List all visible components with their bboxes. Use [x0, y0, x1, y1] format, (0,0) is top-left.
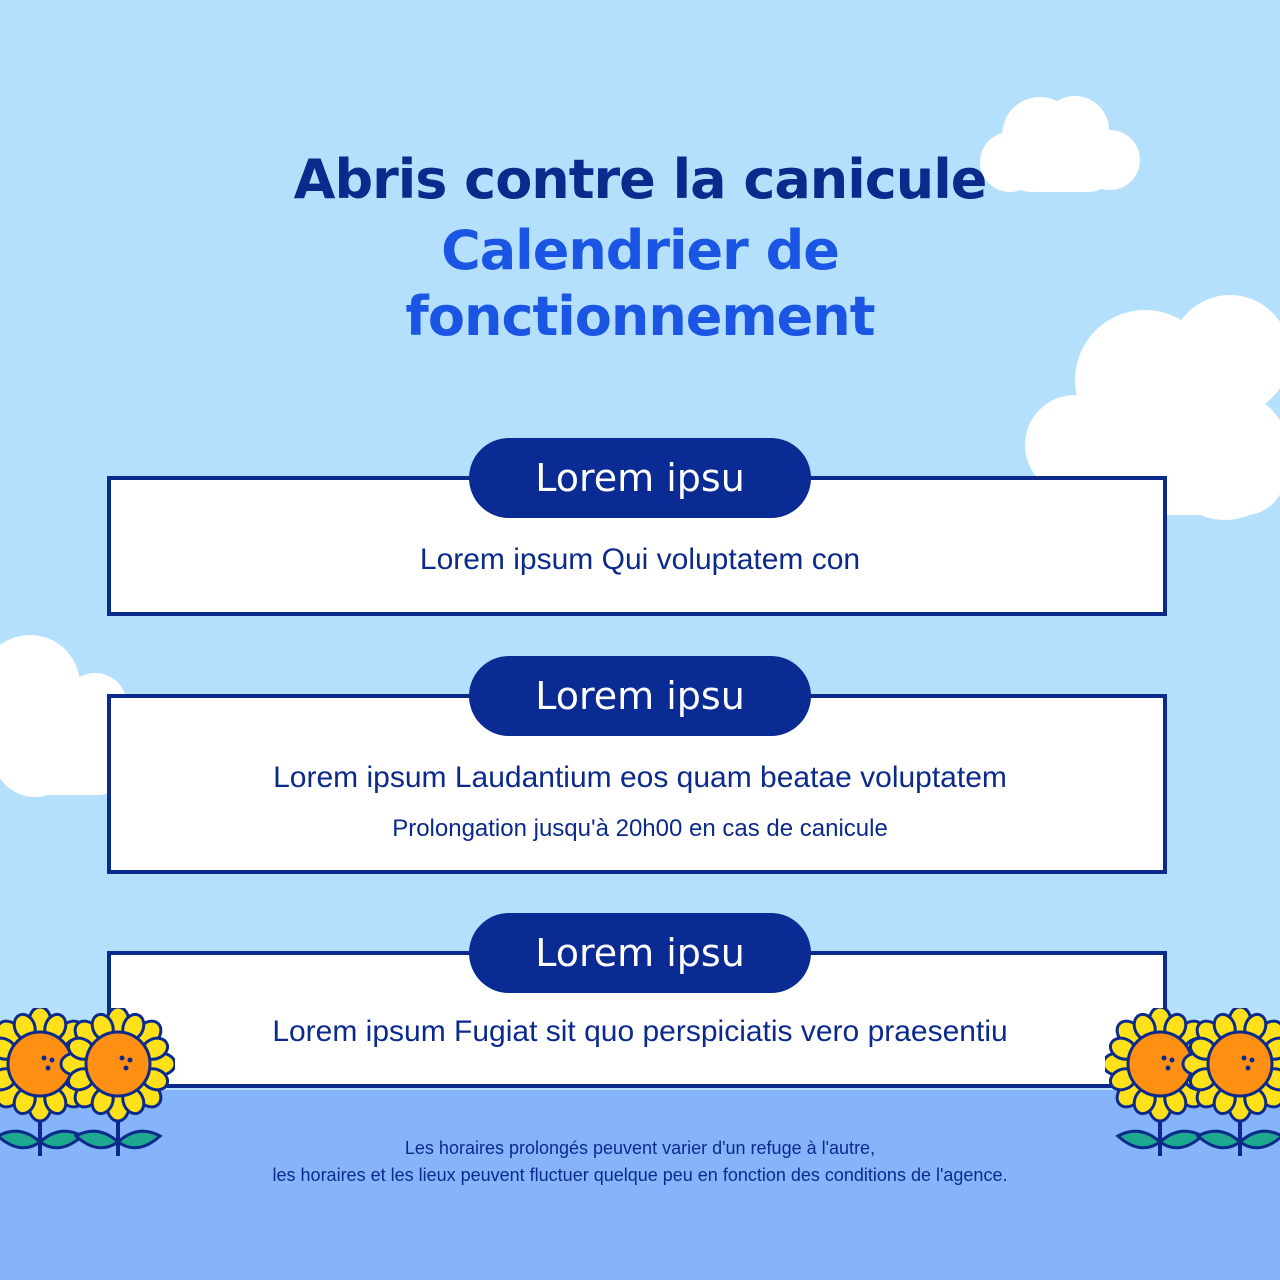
schedule-text-3: Lorem ipsum Fugiat sit quo perspiciatis vero praesentiu: [272, 1015, 1008, 1048]
schedule-text-1: Lorem ipsum Qui voluptatem con: [419, 543, 861, 576]
schedule-badge-1: Lorem ipsu: [469, 438, 811, 518]
subtitle-line-1: Calendrier de: [441, 219, 839, 282]
footer-line-2: les horaires et les lieux peuvent fluctuer quelque peu en fonction des conditions de l'agence.: [272, 1165, 1008, 1185]
schedule-badge-3: Lorem ipsu: [469, 913, 811, 993]
footer-note: [0, 1135, 1280, 1189]
footer-line-1: Les horaires prolongés peuvent varier d'un refuge à l'autre,: [404, 1138, 876, 1158]
subtitle-line-2: fonctionnement: [405, 285, 875, 348]
schedule-badge-2: Lorem ipsu: [469, 656, 811, 736]
page-title: Abris contre la canicule: [293, 148, 987, 211]
schedule-note-2: Prolongation jusqu'à 20h00 en cas de canicule: [392, 815, 888, 842]
schedule-text-2: Lorem ipsum Laudantium eos quam beatae voluptatem: [273, 761, 1007, 794]
page-subtitle: [0, 218, 1280, 350]
